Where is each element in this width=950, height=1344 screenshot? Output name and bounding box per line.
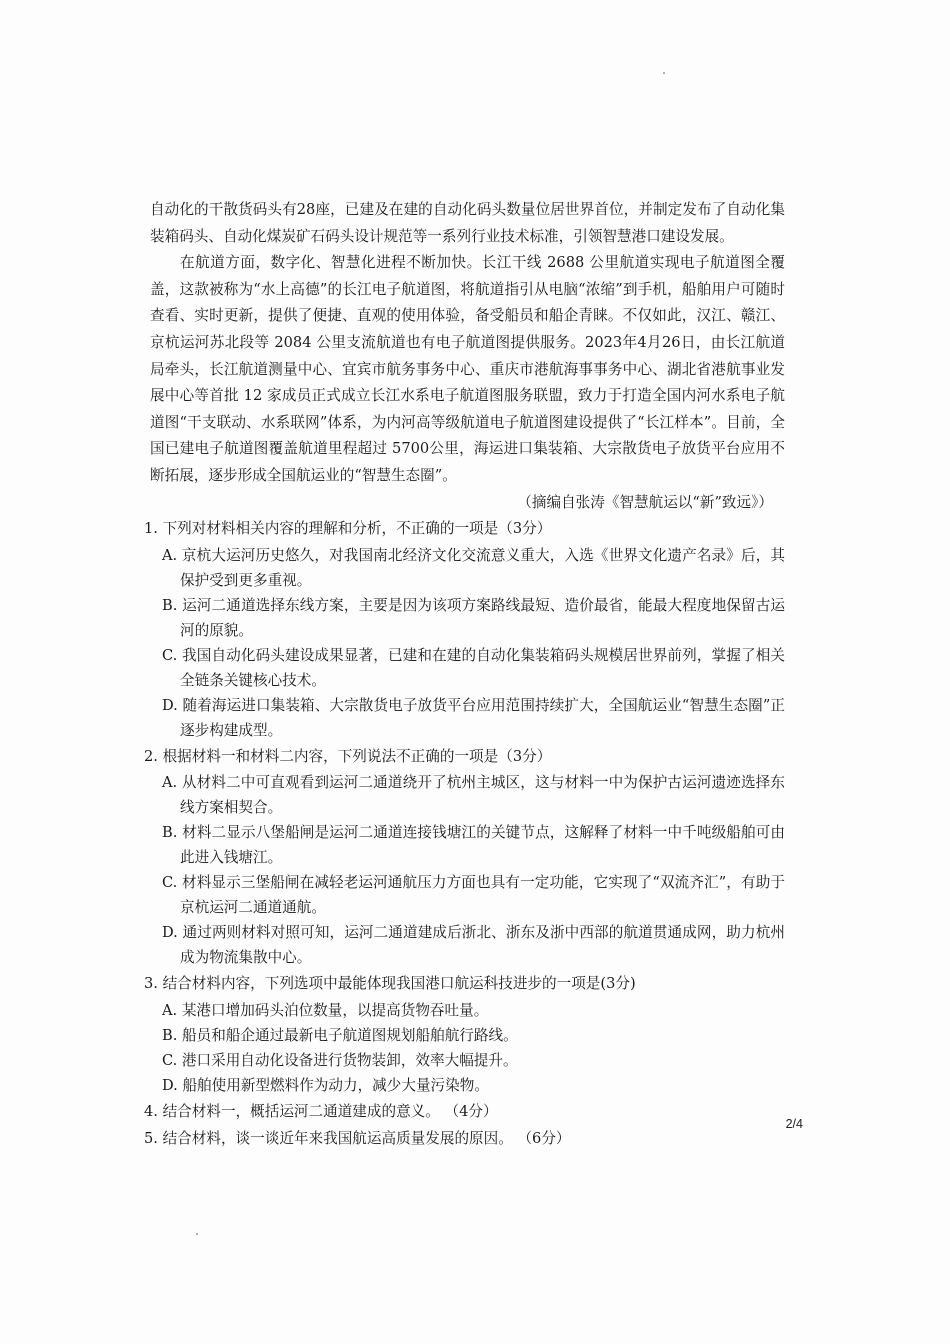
question-2 (144, 744, 785, 971)
option-a: A. 从材料二中可直观看到运河二通道绕开了杭州主城区，这与材料一中为保护古运河遗迹选择东线方案相契合。 (162, 774, 785, 817)
question-stem: 1. 下列对材料相关内容的理解和分析，不正确的一项是（3分） (144, 520, 552, 538)
option-a: A. 京杭大运河历史悠久，对我国南北经济文化交流意义重大，入选《世界文化遗产名录》后，其保护受到更多重视。 (162, 546, 785, 589)
passage-paragraph-2: 在航道方面，数字化、智慧化进程不断加快。长江干线 2688 公里航道实现电子航道图全覆盖，这款被称为“水上高德”的长江电子航道图，将航道指引从电脑“浓缩”到手机，船舶用户可随时查看、实时更新，提供了便捷、直观的使用体验，备受船员和船企青睐。不仅如此，汉江、赣江、京杭运河苏北段等 2084 公里支流航道也有电子航道图提供服务。2023年4月26日，由长江航道局牵头，长江航道测量中心、宜宾市航务事务中心、重庆市港航海事事务中心、湖北省港航事业发展中心等首批 12 家成员正式成立长江水系电子航道图服务联盟，致力于打造全国内河水系电子航道图“干支联动、水系联网”体系，为内河高等级航道电子航道图建设提供了“长江样本”。目前，全国已建电子航道图覆盖航道里程超过 5700公里，海运进口集装箱、大宗散货电子放货平台应用不断拓展，逐步形成全国航运业的“智慧生态圈”。 (150, 254, 785, 484)
passage-paragraph-1: 自动化的干散货码头有28座，已建及在建的自动化码头数量位居世界首位，并制定发布了自动化集装箱码头、自动化煤炭矿石码头设计规范等一系列行业技术标准，引领智慧港口建设发展。 (150, 201, 785, 245)
scan-speck (663, 72, 665, 74)
question-1 (144, 516, 785, 743)
page-number: 2/4 (785, 1117, 803, 1131)
question-stem: 2. 根据材料一和材料二内容，下列说法不正确的一项是（3分） (144, 747, 552, 765)
option-c: C. 港口采用自动化设备进行货物装卸，效率大幅提升。 (162, 1051, 518, 1069)
option-b: B. 运河二通道选择东线方案，主要是因为该项方案路线最短、造价最省，能最大程度地保留古运河的原貌。 (162, 596, 785, 639)
option-c: C. 我国自动化码头建设成果显著，已建和在建的自动化集装箱码头规模居世界前列，掌握了相关全链条关键核心技术。 (162, 646, 785, 689)
question-stem: 3. 结合材料内容，下列选项中最能体现我国港口航运科技进步的一项是(3分) (144, 975, 636, 993)
scan-speck (196, 1233, 198, 1235)
page-content (144, 197, 785, 1152)
passage-source: （摘编自张涛《智慧航运以“新”致远》） (517, 493, 773, 511)
option-d: D. 船舶使用新型燃料作为动力，减少大量污染物。 (162, 1076, 489, 1094)
option-c: C. 材料显示三堡船闸在减轻老运河通航压力方面也具有一定功能，它实现了“双流齐汇”，有助于京杭运河二通道通航。 (162, 874, 785, 917)
option-a: A. 某港口增加码头泊位数量，以提高货物吞吐量。 (162, 1001, 489, 1019)
question-3 (144, 971, 785, 1098)
question-4: 4. 结合材料一，概括运河二通道建成的意义。 （4分） (144, 1102, 498, 1120)
option-b: B. 材料二显示八堡船闸是运河二通道连接钱塘江的关键节点，这解释了材料一中千吨级船舶可由此进入钱塘江。 (162, 824, 785, 867)
option-b: B. 船员和船企通过最新电子航道图规划船舶航行路线。 (162, 1026, 518, 1044)
question-5: 5. 结合材料，谈一谈近年来我国航运高质量发展的原因。 （6分） (144, 1129, 571, 1147)
option-d: D. 通过两则材料对照可知，运河二通道建成后浙北、浙东及浙中西部的航道贯通成网，助力杭州成为物流集散中心。 (162, 924, 785, 967)
option-d: D. 随着海运进口集装箱、大宗散货电子放货平台应用范围持续扩大，全国航运业“智慧生态圈”正逐步构建成型。 (162, 696, 785, 739)
